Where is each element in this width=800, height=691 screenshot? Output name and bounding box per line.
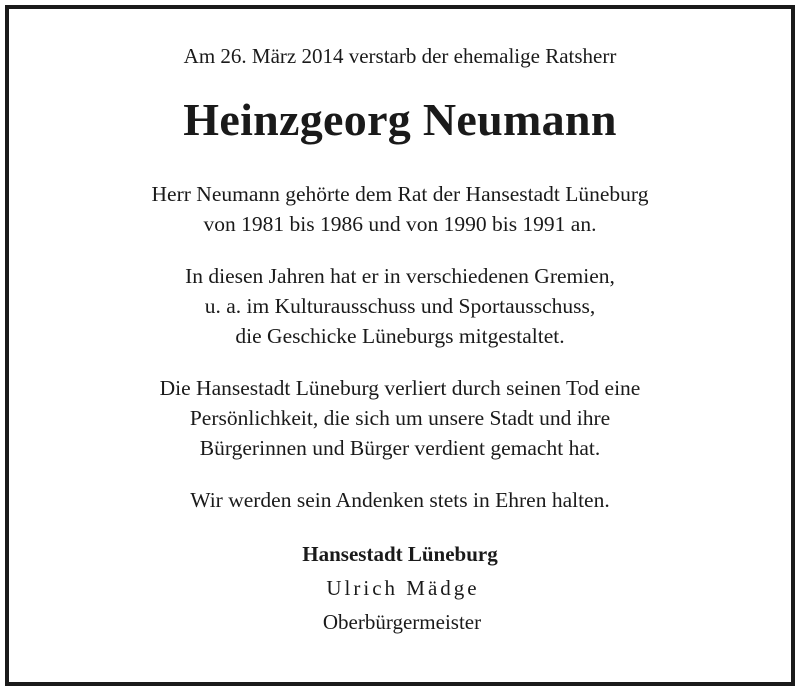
paragraph-1-line-1: Herr Neumann gehörte dem Rat der Hansestadt Lüneburg xyxy=(151,182,649,206)
deceased-name: Heinzgeorg Neumann xyxy=(183,94,617,145)
paragraph-3-line-2: Persönlichkeit, die sich um unsere Stadt und ihre xyxy=(189,406,611,430)
paragraph-2-line-3: die Geschicke Lüneburgs mitgestaltet. xyxy=(235,324,565,348)
signer-title: Oberbürgermeister xyxy=(322,610,482,634)
paragraph-4-line-1: Wir werden sein Andenken stets in Ehren halten. xyxy=(190,488,610,512)
organization-name: Hansestadt Lüneburg xyxy=(302,542,498,566)
intro-line: Am 26. März 2014 verstarb der ehemalige Ratsherr xyxy=(183,44,617,68)
paragraph-1-line-2: von 1981 bis 1986 und von 1990 bis 1991 an. xyxy=(203,212,597,236)
paragraph-2-line-2: u. a. im Kulturausschuss und Sportausschuss, xyxy=(204,294,596,318)
paragraph-3-line-1: Die Hansestadt Lüneburg verliert durch seinen Tod eine xyxy=(159,376,641,400)
obituary-notice xyxy=(5,5,795,686)
paragraph-2-line-1: In diesen Jahren hat er in verschiedenen Gremien, xyxy=(185,264,615,288)
signer-name: Ulrich Mädge xyxy=(326,576,480,600)
paragraph-3-line-3: Bürgerinnen und Bürger verdient gemacht hat. xyxy=(199,436,601,460)
